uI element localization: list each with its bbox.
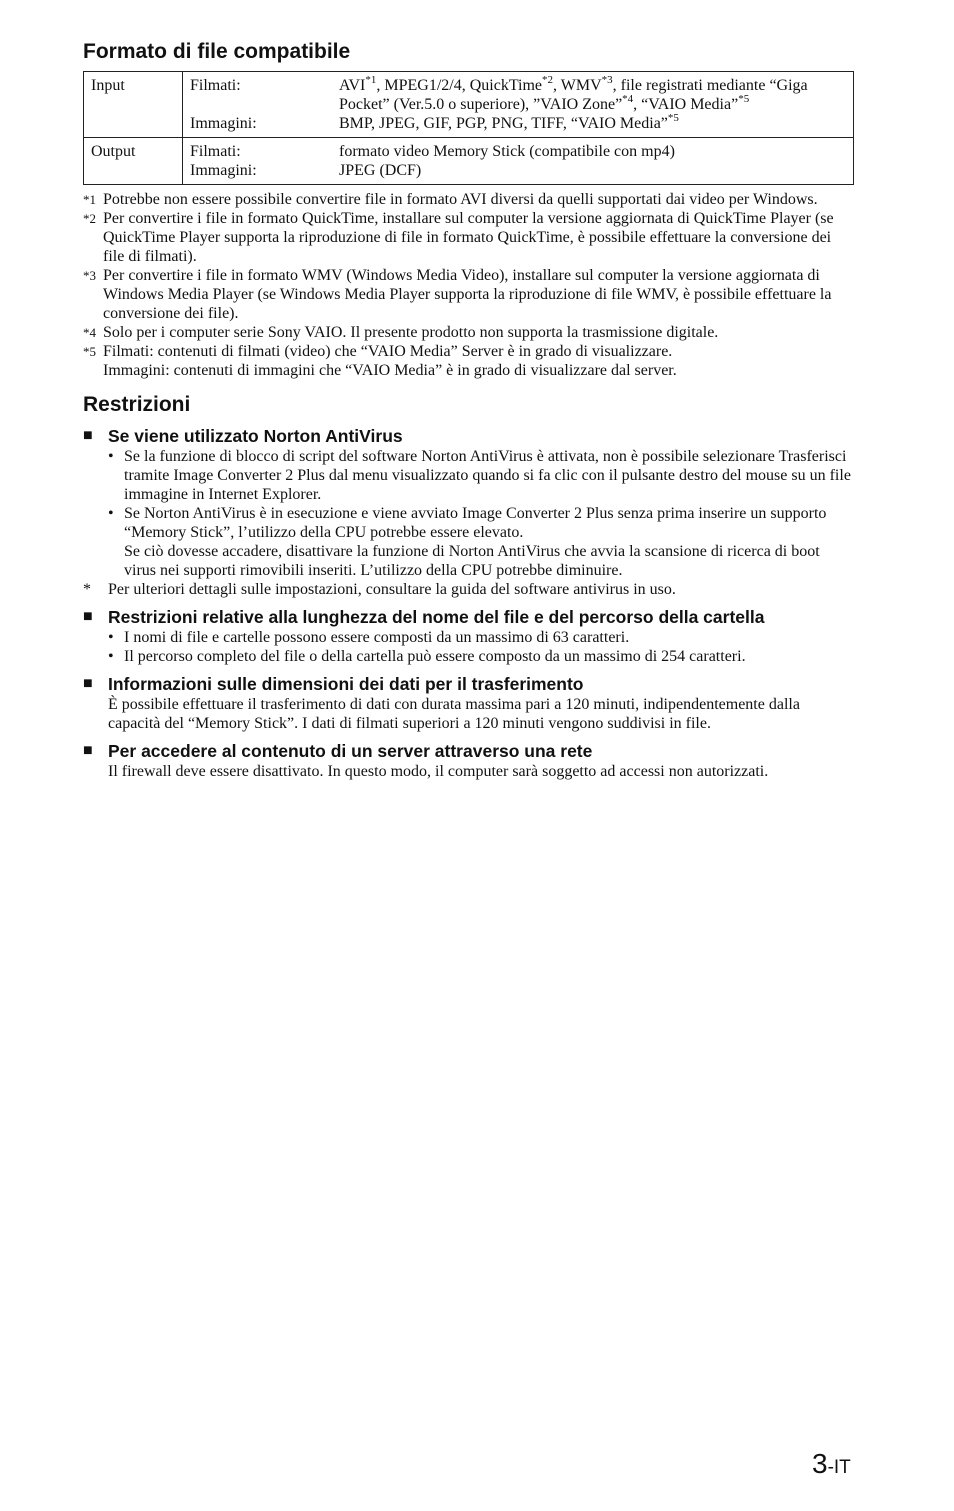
table-row-input [84, 72, 854, 138]
footnote-mark: *2 [83, 211, 96, 226]
row-content [183, 72, 854, 138]
footnote-text: Solo per i computer serie Sony VAIO. Il presente prodotto non supporta la trasmissione digitale. [103, 324, 719, 341]
page-number [812, 1448, 851, 1480]
subsection-server [83, 740, 854, 781]
list-item-text [124, 504, 854, 580]
text-part: , MPEG1/2/4, QuickTime [376, 77, 543, 94]
text-part: BMP, JPEG, GIF, PGP, PNG, TIFF, “VAIO Media” [339, 115, 668, 132]
filmati-line [190, 142, 846, 161]
footnote [83, 190, 854, 209]
page-number-suffix: -IT [827, 1457, 851, 1478]
table-row-output [84, 138, 854, 185]
subsection-title-text: Per accedere al contenuto di un server attraverso una rete [108, 741, 593, 761]
list-item [108, 628, 854, 647]
footnote-ref: *2 [542, 73, 554, 86]
paragraph: Se ciò dovesse accadere, disattivare la funzione di Norton AntiVirus che avvia la scansione di ricerca di boot virus nei supporti rimovibili inseriti. L’utilizzo della CPU potrebbe diminuire. [124, 543, 820, 579]
footnotes [83, 190, 854, 380]
immagini-label: Immagini: [190, 162, 257, 179]
subsection-title [83, 425, 854, 447]
bullet-icon: • [108, 629, 114, 646]
filmati-label: Filmati: [190, 143, 241, 160]
footnote-ref: *1 [365, 73, 377, 86]
bullet-list [83, 447, 854, 580]
subsection-body: È possibile effettuare il trasferimento di dati con durata massima pari a 120 minuti, indipendentemente dalla capacità del “Memory Stick”. I dati di filmati superiori a 120 minuti vengono suddivisi in file. [108, 696, 800, 732]
format-table [83, 71, 854, 185]
square-bullet-icon: ■ [83, 427, 93, 444]
paragraph: Se Norton AntiVirus è in esecuzione e viene avviato Image Converter 2 Plus senza prima inserire un supporto “Memory Stick”, l’utilizzo della CPU potrebbe essere elevato. [124, 505, 827, 541]
subsection-title-text: Se viene utilizzato Norton AntiVirus [108, 426, 403, 446]
footnote-mark: *1 [83, 192, 96, 207]
subsection-dimensioni [83, 673, 854, 733]
subsection-body: Il firewall deve essere disattivato. In questo modo, il computer sarà soggetto ad accessi non autorizzati. [108, 763, 769, 780]
footnote [83, 342, 854, 361]
subsection-title [83, 606, 854, 628]
bullet-list [83, 628, 854, 666]
text-part: , “VAIO Media” [633, 96, 739, 113]
text-part: , WMV [553, 77, 602, 94]
row-content [183, 138, 854, 185]
footnote-text: Immagini: contenuti di immagini che “VAIO Media” è in grado di visualizzare dal server. [103, 362, 677, 379]
list-item-text: Se la funzione di blocco di script del software Norton AntiVirus è attivata, non è possibile selezionare Trasferisci tramite Image Converter 2 Plus dal menu visualizzato quando si fa clic con il pulsante destro del mouse su un file immagine in Internet Explorer. [124, 448, 851, 503]
filmati-value: formato video Memory Stick (compatibile con mp4) [339, 143, 675, 160]
row-label: Input [84, 72, 183, 138]
filmati-line [190, 73, 846, 114]
section-title-restrizioni: Restrizioni [83, 393, 191, 416]
footnote [83, 323, 854, 342]
footnote-text: Per convertire i file in formato WMV (Windows Media Video), installare sul computer la versione aggiornata di Windows Media Player (se Windows Media Player supporta la riproduzione di file WMV, è possibile effettuare la conversione dei file). [103, 267, 832, 322]
section-title-formato: Formato di file compatibile [83, 40, 351, 63]
row-label: Output [84, 138, 183, 185]
footnote-mark: *5 [83, 344, 96, 359]
footnote-ref: *3 [601, 73, 613, 86]
bullet-icon: • [108, 448, 114, 465]
filmati-label: Filmati: [190, 77, 241, 94]
square-bullet-icon: ■ [83, 742, 93, 759]
immagini-value [339, 111, 846, 133]
text-part: , file registrati mediante “Giga Pocket” (Ver.5.0 o superiore), ”VAIO Zone” [339, 77, 808, 113]
immagini-label: Immagini: [190, 115, 257, 132]
asterisk-note [83, 580, 854, 599]
square-bullet-icon: ■ [83, 608, 93, 625]
subsection-title-text: Informazioni sulle dimensioni dei dati per il trasferimento [108, 674, 584, 694]
footnote [83, 209, 854, 266]
page-number-digit: 3 [812, 1448, 828, 1479]
list-item-text: Il percorso completo del file o della cartella può essere composto da un massimo di 254 caratteri. [124, 648, 746, 665]
subsection-title [83, 673, 854, 695]
subsection-lunghezza [83, 606, 854, 666]
footnote-mark [83, 361, 103, 380]
footnote-text: Per convertire i file in formato QuickTime, installare sul computer la versione aggiornata di QuickTime Player (se QuickTime Player supporta la riproduzione di file in formato QuickTime, è possibile effettuare la conversione dei file di filmati). [103, 210, 834, 265]
asterisk-text: Per ulteriori dettagli sulle impostazioni, consultare la guida del software antivirus in uso. [108, 581, 676, 598]
footnote-mark: *3 [83, 268, 96, 283]
footnote [83, 266, 854, 323]
bullet-icon: • [108, 505, 114, 522]
immagini-value: JPEG (DCF) [339, 162, 422, 179]
subsection-title [83, 740, 854, 762]
immagini-line [190, 161, 846, 180]
list-item [108, 504, 854, 580]
immagini-line [190, 111, 846, 133]
footnote-text: Filmati: contenuti di filmati (video) che “VAIO Media” Server è in grado di visualizzare. [103, 343, 673, 360]
filmati-value [339, 73, 846, 114]
footnote-ref: *4 [622, 92, 634, 105]
square-bullet-icon: ■ [83, 675, 93, 692]
footnote-mark: *4 [83, 325, 96, 340]
footnote-ref: *5 [667, 111, 679, 124]
list-item [108, 447, 854, 504]
bullet-icon: • [108, 648, 114, 665]
subsection-title-text: Restrizioni relative alla lunghezza del nome del file e del percorso della cartella [108, 607, 765, 627]
footnote-text: Potrebbe non essere possibile convertire file in formato AVI diversi da quelli supportati dai video per Windows. [103, 191, 818, 208]
footnote-ref: *5 [738, 92, 750, 105]
list-item [108, 647, 854, 666]
text-part: AVI [339, 77, 366, 94]
subsection-norton [83, 425, 854, 599]
footnote [83, 361, 854, 380]
document-page [83, 38, 854, 788]
list-item-text: I nomi di file e cartelle possono essere composti da un massimo di 63 caratteri. [124, 629, 630, 646]
asterisk-mark: * [83, 581, 91, 598]
